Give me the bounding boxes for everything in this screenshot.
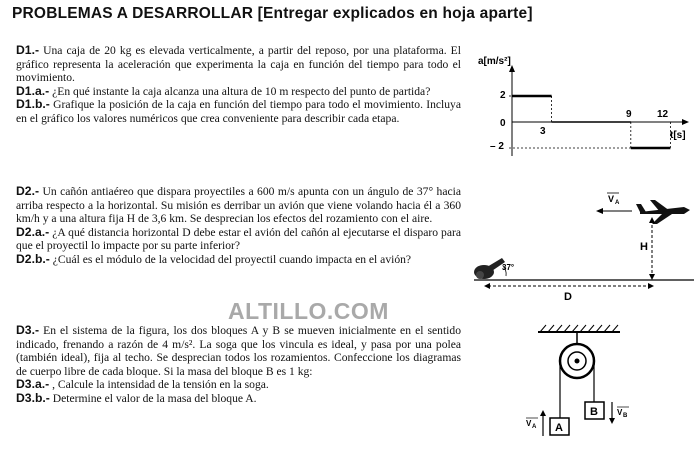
va-label: V <box>608 194 615 204</box>
problem-d1b-text: Grafique la posición de la caja en función del tiempo para todo el movimiento. Incluya en el gráfico los valores numéricos que crea conveniente para describir cada etapa. <box>16 98 461 125</box>
angle-label: 37° <box>502 263 515 272</box>
problem-d1-text: Una caja de 20 kg es elevada verticalmente, a partir del reposo, por una plataforma. El gráfico representa la aceleración que experimenta la caja en función del tiempo para todo el movimiento. <box>16 44 461 85</box>
problem-d3-text: En el sistema de la figura, los dos bloques A y B se mueven inicialmente en el sentido indicado, frenando a razón de 4 m/s². La soga que los vincula es ideal, y pasa por una polea (también ideal), fija al techo. Se desprecian todos los rozamientos. Confeccione los diagramas de cuerpo libre de cada bloque. Si la masa del bloque B es 1 kg: <box>16 324 461 378</box>
va-pulley-label: V <box>526 419 532 428</box>
page-title: PROBLEMAS A DESARROLLAR [Entregar explicados en hoja aparte] <box>12 5 533 22</box>
problem-d2-id: D2.- <box>16 184 40 198</box>
vb-label: V <box>617 408 623 417</box>
vb-sub: B <box>623 413 628 419</box>
graph-ytick-0: 0 <box>500 118 506 129</box>
problem-d2b-text: ¿Cuál es el módulo de la velocidad del proyectil cuando impacta en el avión? <box>52 252 412 266</box>
distance-arrow-left <box>484 283 490 289</box>
height-arrow-top <box>649 217 655 223</box>
graph-ytick-neg2: – 2 <box>490 141 504 152</box>
graph-x-arrow <box>682 119 689 125</box>
problem-d1 <box>16 44 461 126</box>
problem-d2b-id: D2.b.- <box>16 251 50 266</box>
pulley-diagram <box>488 320 648 444</box>
graph-xtick-3: 3 <box>540 126 546 137</box>
airplane-icon <box>636 200 690 224</box>
problem-d1a-text: ¿En qué instante la caja alcanza una altura de 10 m respecto del punto de partida? <box>52 84 431 98</box>
watermark: ALTILLO.COM <box>228 298 389 324</box>
cannon-diagram <box>472 190 698 302</box>
distance-arrow-right <box>648 283 654 289</box>
graph-xlabel: t[s] <box>670 130 686 141</box>
vb-arrow-head <box>609 418 615 424</box>
problem-d3b-text: Determine el valor de la masa del bloque A. <box>52 391 257 405</box>
graph-ytick-2: 2 <box>500 90 506 101</box>
graph-xtick-9: 9 <box>626 109 632 120</box>
height-label: H <box>640 241 648 253</box>
ceiling-hatch <box>540 325 618 332</box>
graph-ylabel: a[m/s²] <box>478 56 511 67</box>
height-arrow-bottom <box>649 274 655 280</box>
va-pulley-sub: A <box>532 424 537 430</box>
graph-xtick-12: 12 <box>657 109 669 120</box>
problem-d3 <box>16 324 461 406</box>
va-sub: A <box>615 200 620 206</box>
problem-d1-id: D1.- <box>16 43 40 57</box>
problem-d2-text: Un cañón antiaéreo que dispara proyectiles a 600 m/s apunta con un ángulo de 37° hacia arriba respecto a la horizontal. Su misión es derribar un avión que viene volando hacia él a 360 km/h y a una altura fija H de 3,6 km. Se desprecian los efectos del rozamiento con el aire. <box>16 185 461 226</box>
va-arrow-head <box>596 208 603 214</box>
problem-d2 <box>16 185 461 267</box>
distance-label: D <box>564 291 572 302</box>
problem-d3a-text: , Calcule la intensidad de la tensión en la soga. <box>52 378 269 392</box>
va-arrow-pulley-head <box>540 410 546 416</box>
cannon-icon <box>474 258 505 279</box>
acceleration-graph <box>470 48 698 168</box>
problem-d2a-id: D2.a.- <box>16 224 50 239</box>
problem-d1b-id: D1.b.- <box>16 97 50 112</box>
pulley-axle <box>575 359 580 364</box>
block-b-label: B <box>590 406 598 418</box>
problem-d3a-id: D3.a.- <box>16 377 50 392</box>
block-a-label: A <box>555 422 563 434</box>
problem-d3b-id: D3.b.- <box>16 390 50 405</box>
problem-d3-id: D3.- <box>16 323 40 337</box>
problem-d1a-id: D1.a.- <box>16 83 50 98</box>
problem-d2a-text: ¿A qué distancia horizontal D debe estar el avión del cañón al ejecutarse el disparo para que el proyectil lo impacte por su parte inferior? <box>16 225 461 253</box>
